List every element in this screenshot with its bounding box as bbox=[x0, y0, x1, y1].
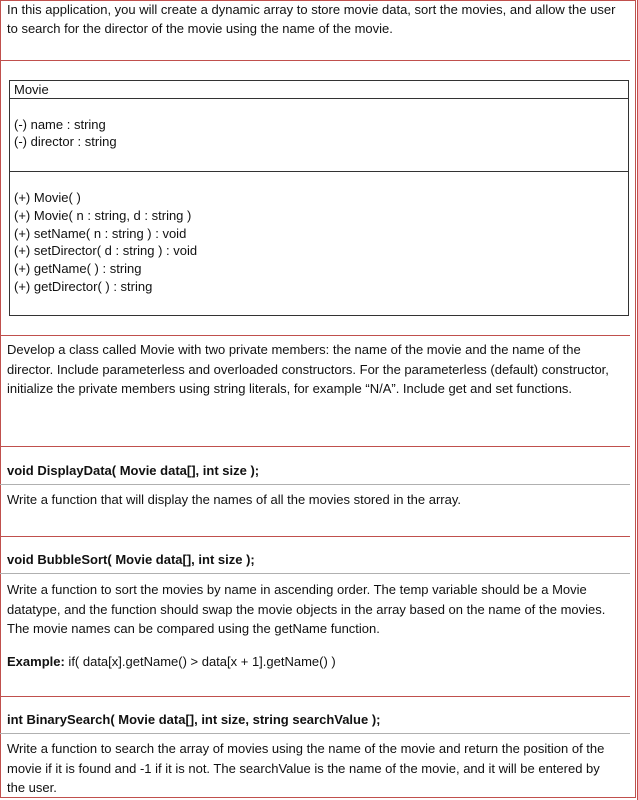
uml-methods bbox=[10, 172, 628, 296]
uml-class-name: Movie bbox=[10, 81, 628, 99]
uml-attributes bbox=[10, 99, 628, 172]
example-label: Example: bbox=[7, 654, 65, 669]
display-description: Write a function that will display the names of all the movies stored in the array. bbox=[7, 492, 462, 507]
binary-signature: int BinarySearch( Movie data[], int size, string searchValue ); bbox=[7, 712, 381, 727]
uml-method: (+) setDirector( d : string ) : void bbox=[14, 243, 198, 259]
binary-description: Write a function to search the array of movies using the name of the movie and return the position of the movie if it is found and -1 if it is not. The searchValue is the name of the movie, and it will be entered by the user. bbox=[7, 741, 605, 795]
intro-text: In this application, you will create a dynamic array to store movie data, sort the movies, and allow the user to search for the director of the movie using the name of the movie. bbox=[7, 2, 616, 36]
display-signature: void DisplayData( Movie data[], int size ); bbox=[7, 463, 260, 478]
develop-paragraph bbox=[0, 340, 630, 399]
section-divider bbox=[0, 446, 630, 447]
signature-divider bbox=[0, 733, 630, 734]
uml-attribute: (-) name : string bbox=[14, 117, 106, 132]
uml-class-diagram bbox=[9, 80, 629, 316]
uml-method: (+) getName( ) : string bbox=[14, 261, 142, 277]
uml-method: (+) setName( n : string ) : void bbox=[14, 225, 187, 241]
bubble-signature: void BubbleSort( Movie data[], int size ); bbox=[7, 552, 255, 567]
uml-attribute: (-) director : string bbox=[14, 134, 117, 149]
bubble-description: Write a function to sort the movies by name in ascending order. The temp variable should be a Movie datatype, and the function should swap the movie objects in the array based on the name of the movies. The movie names can be compared using the getName function. bbox=[7, 582, 606, 636]
uml-section bbox=[0, 60, 630, 336]
example-code: if( data[x].getName() > data[x + 1].getName() ) bbox=[64, 654, 336, 669]
develop-text: Develop a class called Movie with two private members: the name of the movie and the name of the director. Include parameterless and overloaded constructors. For the parameterless (default) constructor, initialize the private members using string literals, for example “N/A”. Include get and set functions. bbox=[7, 342, 609, 396]
signature-divider bbox=[0, 573, 630, 574]
uml-method: (+) getDirector( ) : string bbox=[14, 278, 153, 294]
uml-method: (+) Movie( ) bbox=[14, 190, 81, 205]
signature-divider bbox=[0, 484, 630, 485]
bubble-example bbox=[7, 652, 619, 672]
section-divider bbox=[0, 696, 630, 697]
uml-method: (+) Movie( n : string, d : string ) bbox=[14, 207, 192, 223]
section-divider bbox=[0, 536, 630, 537]
intro-paragraph bbox=[0, 0, 638, 38]
